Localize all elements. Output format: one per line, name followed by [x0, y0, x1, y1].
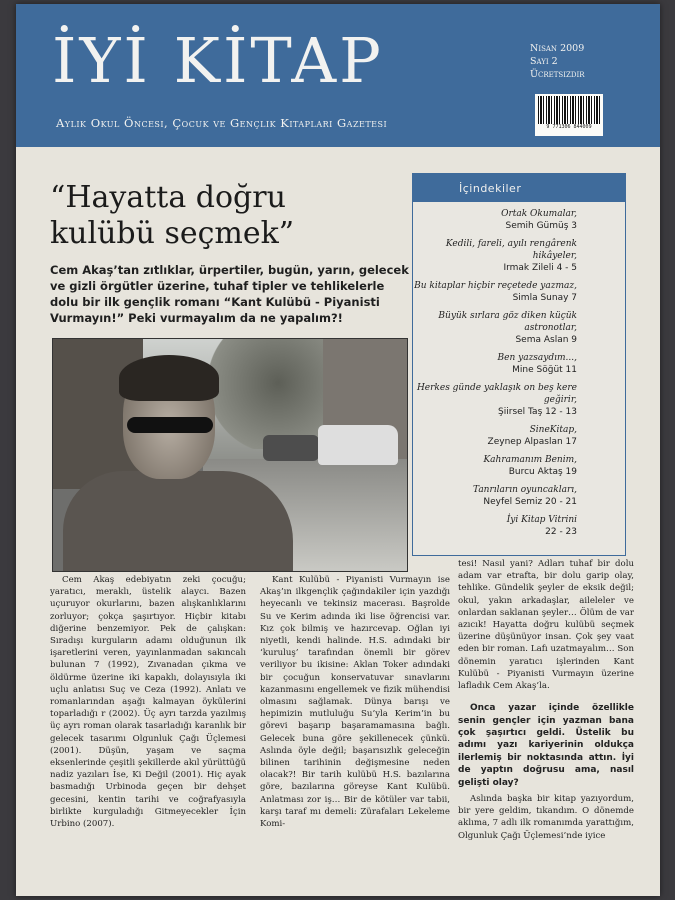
toc-item-title: Kahramanım Benim,	[483, 455, 577, 465]
toc-list	[413, 208, 625, 538]
toc-item-title: Tanrıların oyuncakları,	[473, 485, 577, 495]
toc-item-title: İyi Kitap Vitrini	[506, 515, 577, 525]
interview-question: Onca yazar içinde özellikle senin gençler için yazman bana çok şaşırtıcı geldi. Üstelik bu adımı yazı kariyerinin oldukça ilerlemiş bir noktasında attın. İyi de yaptın doğrusu ama, nasıl gelişti olay?	[458, 703, 634, 788]
newspaper-page	[16, 4, 660, 896]
logo: İYİ KİTAP	[52, 24, 384, 97]
author-photo	[52, 338, 408, 572]
toc-item-author: Sema Aslan 9	[515, 335, 577, 345]
toc-item-title: SineKitap,	[529, 425, 577, 435]
interview-answer: Aslında başka bir kitap yazıyordum, bir yere geldim, tıkandım. O dönemde aklıma, 7 adlı ilk romanımda yarattığım, Olgunluk Çağı Üçlemesi’nde iyice	[458, 794, 634, 841]
toc-item-author: Simla Sunay 7	[512, 293, 577, 303]
issue-info	[530, 42, 584, 81]
headline	[50, 180, 410, 252]
masthead	[16, 4, 660, 147]
barcode	[535, 94, 603, 136]
article-column-3	[458, 558, 634, 842]
article-column-2	[260, 574, 450, 830]
article-paragraph: Kant Kulübü - Piyanisti Vurmayın ise Akaş’ın ilkgençlik çağındakiler için yazdığı heyecanlı ve tekinsiz macerası. Başrolde Su ve Kerim adında iki lise öğrencisi var. Kız çok bilmiş ve hazırcevap. Oğlan iyi niyetli, kendi halinde. H.S. adındaki bir ‘kuruluş’ tarafından önemli bir görev veriliyor bu ikisine: Aklan Toker adındaki bir çocuğun konservatuvar sınavlarını kazanmasını engellemek ve fizik mühendisi olmasını sağlamak. Dünya barışı ve hepimizin mutluluğu Su’yla Kerim’in bu görevi başarıp başaramamasına bağlı. Gelecek buna göre şekillenecek çünkü. Aslında öyle değil; başarısızlık geleceğin bilinen tarihinin değişmesine neden olacak?! Bir tarih kulübü H.S. bazılarına göre, bazılarına göreyse Kant Kulübü. Anlatması zor iş… Bir de kötüler var tabii, karşı taraf mı demeli: Zürafaları Lekeleme Komi-	[260, 575, 450, 830]
toc-item-author: Neyfel Semiz 20 - 21	[483, 497, 577, 507]
toc-item[interactable]	[413, 208, 625, 232]
issue-date: Nisan 2009	[530, 43, 585, 54]
table-of-contents	[412, 173, 626, 556]
toc-item-title: Büyük sırlara göz diken küçük astronotlar,	[438, 311, 577, 333]
toc-item[interactable]	[413, 310, 625, 346]
toc-item[interactable]	[413, 352, 625, 376]
toc-item-author: Zeynep Alpaslan 17	[487, 437, 577, 447]
toc-item[interactable]	[413, 382, 625, 418]
toc-item-title: Bu kitaplar hiçbir reçetede yazmaz,	[414, 281, 577, 291]
article-deck: Cem Akaş’tan zıtlıklar, ürpertiler, bugün, yarın, gelecek ve gizli örgütler üzerine, tuhaf tipler ve tehlikelerle dolu bir ilk gençlik romanı “Kant Kulübü - Piyanisti Vurmayın!” Peki vurmayalım da ne yapalım?!	[50, 263, 409, 325]
toc-item-title: Ben yazsaydım...,	[497, 353, 577, 363]
article-column-1	[50, 574, 246, 830]
tagline: Aylık Okul Öncesi, Çocuk ve Gençlik Kitapları Gazetesi	[56, 116, 388, 130]
article-paragraph: Cem Akaş edebiyatın zeki çocuğu; yaratıcı, meraklı, üstelik alaycı. Bazen uçuruyor okurlarını, bazen alışkanlıklarını zorluyor; çokça şaşırtıyor. Hiçbir kitabı diğerine benzemiyor. Pek de çalışkan: Sıradışı kurguların adamı olduğunun ilk işaretlerini veren, yayınlanmadan sakıncalı bulunan 7 (1992), Zıvanadan çıkma ve öldürme üzerine iki kapaklı, dolayısıyla iki uçlu anlatısı Suç ve Ceza (1992). Anlatı ve romanlarından aşağı kalmayan öykülerini toparladığı r (2002). Üç ayrı tarzda yazılmış üç ayrı roman olarak tasarladığı karanlık bir gelecek tasarımı Olgunluk Çağı Üçlemesi (2001). Düşün, yaşam ve saçma eksenlerinde çeşitli şekillerde akıl yürüttüğü nadiz yazıları İse, Ki Değil (2001). Hiç ayak basmadığı Urbinoda geçen bir dehşet gecesini, kentin tarihi ve coğrafyasıyla birlikte kurguladığı Gitmeyecekler İçin Urbino (2007).	[50, 575, 246, 830]
toc-item-author: Irmak Zileli 4 - 5	[503, 263, 577, 273]
toc-item[interactable]	[413, 424, 625, 448]
toc-item[interactable]	[413, 514, 625, 538]
toc-item[interactable]	[413, 280, 625, 304]
toc-item-author: Semih Gümüş 3	[505, 221, 577, 231]
toc-item-title: Herkes günde yaklaşık on beş kere geğirir,	[416, 383, 577, 405]
toc-item[interactable]	[413, 454, 625, 478]
headline-line-1: “Hayatta doğru	[50, 180, 286, 215]
toc-item[interactable]	[413, 484, 625, 508]
toc-item-title: Kedili, fareli, ayılı rengârenk hikâyeler,	[445, 239, 577, 261]
toc-item-title: Ortak Okumalar,	[501, 209, 577, 219]
toc-title: İçindekiler	[413, 174, 625, 202]
barcode-bars	[538, 96, 600, 124]
headline-line-2: kulübü seçmek”	[50, 216, 295, 251]
barcode-number: 9 771306 844009	[546, 124, 592, 130]
toc-item-author: 22 - 23	[545, 527, 577, 537]
toc-item-author: Mine Söğüt 11	[512, 365, 577, 375]
issue-number: Sayı 2	[530, 56, 558, 67]
toc-item-author: Burcu Aktaş 19	[508, 467, 577, 477]
price-label: Ücretsizdir	[530, 69, 585, 80]
toc-item[interactable]	[413, 238, 625, 274]
article-paragraph: tesi! Nasıl yani? Adları tuhaf bir dolu adam var etrafta, bir dolu garip olay, tehlike. Gündelik şeyler de eksik değil; okul, yakın arkadaşlar, aileleler ve onlardan saklanan şeyler… Ölüm de var azıcık! Hayatta doğru kulübü seçmek üzerine düşünüyor insan. Çok şey vaat eden bir roman. Lafı uzatmayalım… Son dönemin yaratıcı işlerinden Kant Kulübü - Piyanisti Vurmayın üzerine lafladık Cem Akaş’la.	[458, 559, 634, 692]
toc-item-author: Şiirsel Taş 12 - 13	[498, 407, 577, 417]
